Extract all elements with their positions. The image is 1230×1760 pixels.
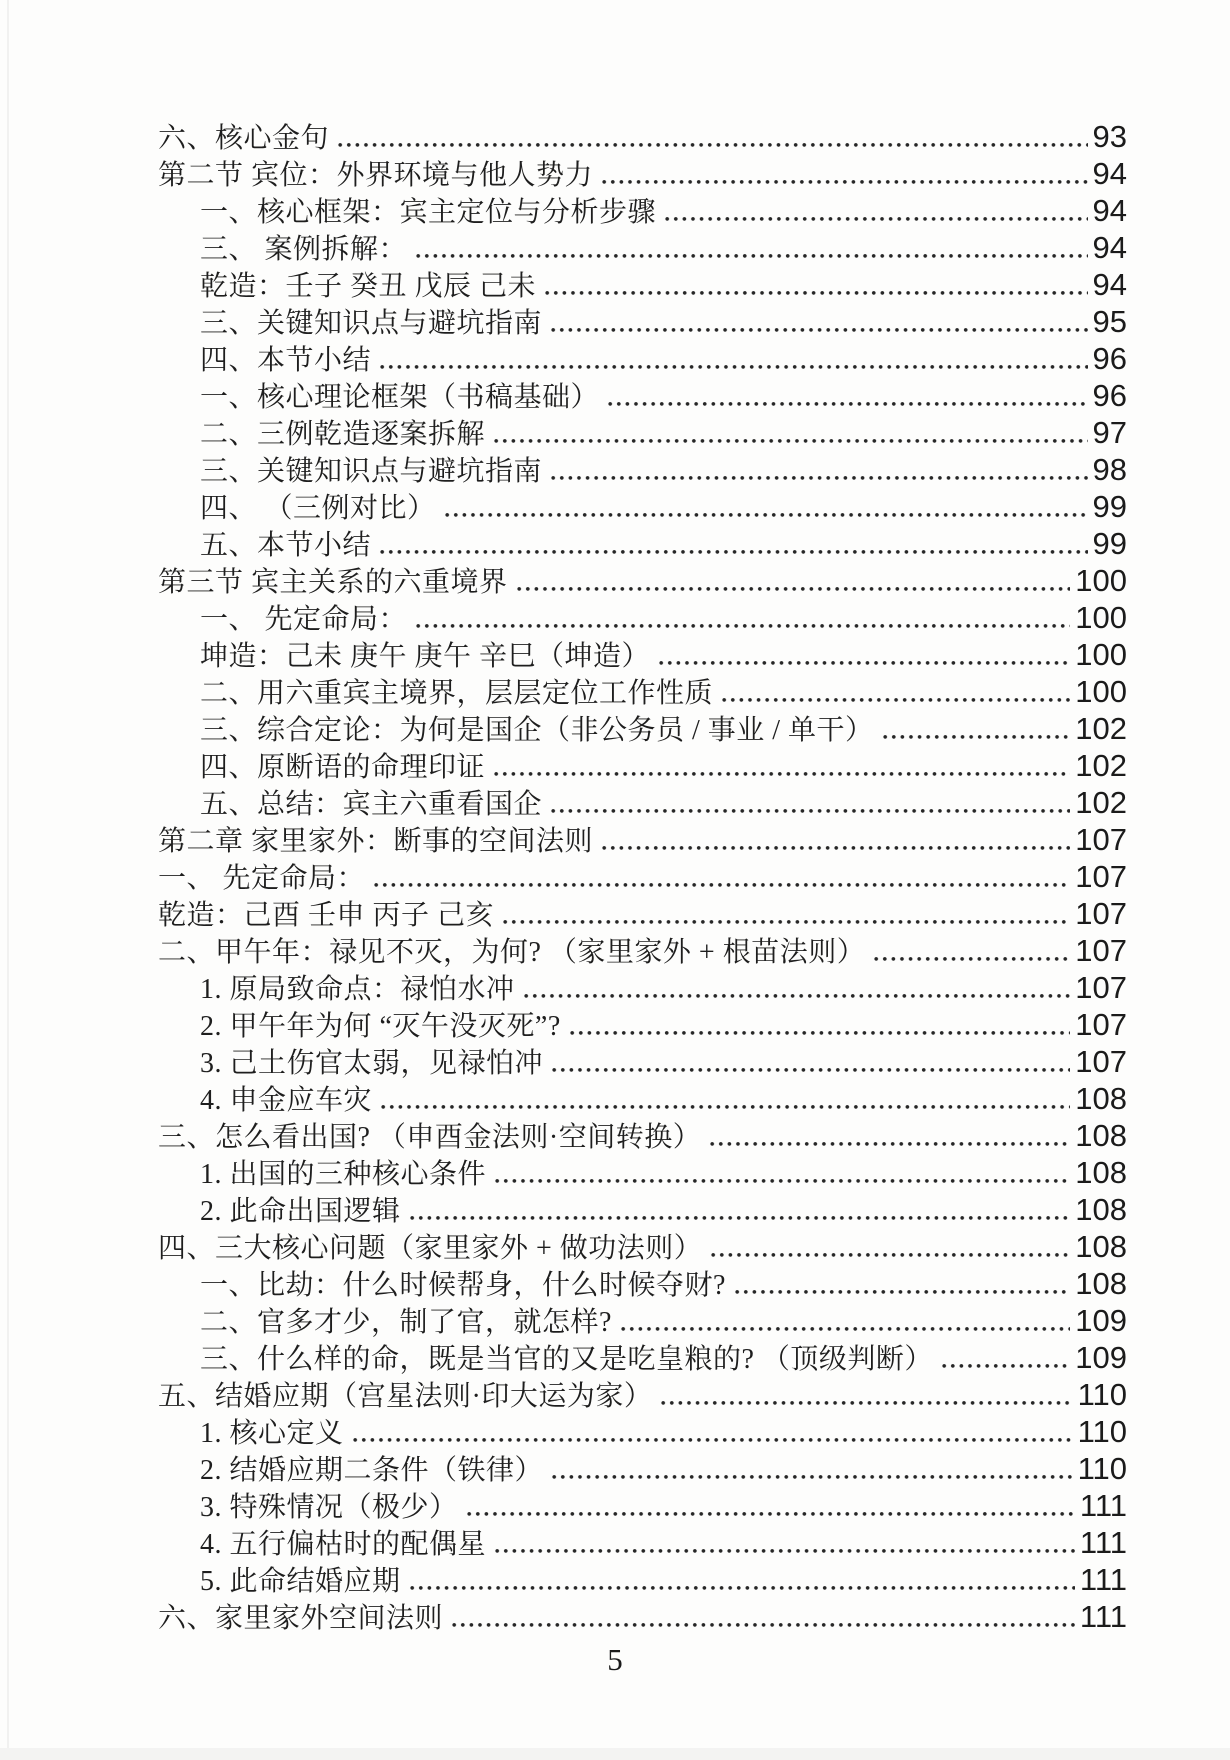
- toc-entry: [158, 1524, 1127, 1561]
- dot-leader: [551, 808, 1070, 814]
- dot-leader: [416, 623, 1070, 629]
- toc-entry: [158, 525, 1127, 562]
- scan-edge-artifact-bottom: [0, 1748, 1230, 1760]
- toc-entry-page: 94: [1092, 156, 1127, 191]
- toc-entry: [158, 821, 1127, 858]
- dot-leader: [380, 549, 1088, 555]
- toc-entry: [158, 1302, 1127, 1339]
- toc-entry-page: 102: [1075, 748, 1127, 783]
- toc-entry: [158, 599, 1127, 636]
- toc-entry-title: 三、综合定论：为何是国企（非公务员 / 事业 / 单干）: [200, 715, 874, 746]
- toc-entry-page: 100: [1075, 674, 1127, 709]
- toc-entry: [158, 1561, 1127, 1598]
- toc-entry: [158, 636, 1127, 673]
- toc-entry: [158, 858, 1127, 895]
- toc-entry-title: 4. 申金应车灾: [200, 1085, 373, 1116]
- toc-entry-page: 94: [1092, 193, 1127, 228]
- dot-leader: [570, 1030, 1070, 1036]
- dot-leader: [602, 179, 1088, 185]
- toc-entry-page: 108: [1075, 1266, 1127, 1301]
- toc-entry: [158, 562, 1127, 599]
- dot-leader: [661, 1400, 1072, 1406]
- toc-entry: [158, 340, 1127, 377]
- dot-leader: [410, 1215, 1071, 1221]
- toc-entry-page: 110: [1077, 1451, 1127, 1486]
- dot-leader: [711, 1252, 1070, 1258]
- toc-entry-page: 107: [1075, 1044, 1127, 1079]
- toc-entry: [158, 673, 1127, 710]
- toc-entry: [158, 1080, 1127, 1117]
- dot-leader: [883, 734, 1071, 740]
- dot-leader: [495, 1178, 1070, 1184]
- toc-entry-title: 第三节 宾主关系的六重境界: [158, 567, 508, 598]
- scan-edge-artifact-left: [7, 0, 9, 1760]
- toc-entry-page: 100: [1075, 563, 1127, 598]
- toc-entry-page: 109: [1075, 1303, 1127, 1338]
- toc-entry-title: 一、 先定命局：: [200, 604, 408, 635]
- toc-entry: [158, 1376, 1127, 1413]
- toc-entry: [158, 414, 1127, 451]
- dot-leader: [416, 253, 1088, 259]
- toc-entry: [158, 1598, 1127, 1635]
- toc-entry-title: 五、结婚应期（宫星法则·印大运为家）: [158, 1381, 653, 1412]
- toc-entry-title: 乾造：己酉 壬申 丙子 己亥: [158, 900, 495, 931]
- toc-entry: [158, 488, 1127, 525]
- dot-leader: [551, 475, 1088, 481]
- dot-leader: [380, 364, 1088, 370]
- toc-entry-title: 六、家里家外空间法则: [158, 1603, 444, 1634]
- toc-entry-page: 100: [1075, 637, 1127, 672]
- dot-leader: [503, 919, 1070, 925]
- toc-entry-title: 第二章 家里家外：断事的空间法则: [158, 826, 594, 857]
- toc-entry: [158, 1191, 1127, 1228]
- toc-entry: [158, 266, 1127, 303]
- toc-entry-page: 107: [1075, 933, 1127, 968]
- toc-entry: [158, 377, 1127, 414]
- dot-leader: [495, 1548, 1075, 1554]
- toc-entry-title: 3. 己土伤官太弱，见禄怕冲: [200, 1048, 544, 1079]
- toc-entry-page: 96: [1092, 341, 1127, 376]
- dot-leader: [551, 327, 1088, 333]
- toc-entry-title: 一、核心理论框架（书稿基础）: [200, 382, 600, 413]
- toc-entry-title: 二、三例乾造逐案拆解: [200, 419, 486, 450]
- dot-leader: [374, 882, 1070, 888]
- toc-entry: [158, 969, 1127, 1006]
- toc-entry-page: 107: [1075, 1007, 1127, 1042]
- toc-entry: [158, 1117, 1127, 1154]
- toc-entry-page: 102: [1075, 785, 1127, 820]
- toc-entry-page: 93: [1092, 119, 1127, 154]
- toc-entry-page: 97: [1092, 415, 1127, 450]
- toc-entry-page: 111: [1079, 1525, 1127, 1560]
- toc-entry-title: 一、比劫：什么时候帮身，什么时候夺财?: [200, 1270, 726, 1301]
- toc-entry-title: 一、 先定命局：: [158, 863, 366, 894]
- toc-entry-page: 94: [1092, 230, 1127, 265]
- toc-entry-title: 1. 原局致命点：禄怕水冲: [200, 974, 515, 1005]
- toc-entry-page: 94: [1092, 267, 1127, 302]
- toc-entry: [158, 1154, 1127, 1191]
- toc-entry-title: 2. 甲午年为何 “灭午没灭死”?: [200, 1011, 561, 1042]
- toc-entry-title: 三、关键知识点与避坑指南: [200, 308, 543, 339]
- toc-entry-title: 一、核心框架：宾主定位与分析步骤: [200, 197, 657, 228]
- toc-entry-page: 95: [1092, 304, 1127, 339]
- toc-entry: [158, 710, 1127, 747]
- dot-leader: [410, 1585, 1075, 1591]
- dot-leader: [659, 660, 1070, 666]
- toc-entry-title: 四、三大核心问题（家里家外 + 做功法则）: [158, 1233, 703, 1264]
- toc-entry: [158, 118, 1127, 155]
- toc-entry-title: 1. 核心定义: [200, 1418, 344, 1449]
- toc-entry-page: 107: [1075, 896, 1127, 931]
- toc-entry-page: 107: [1075, 859, 1127, 894]
- toc-entry-title: 四、本节小结: [200, 345, 372, 376]
- toc-entry: [158, 155, 1127, 192]
- dot-leader: [494, 438, 1088, 444]
- toc-entry-title: 坤造：己未 庚午 庚午 辛巳（坤造）: [200, 641, 651, 672]
- toc-entry: [158, 192, 1127, 229]
- toc-entry-page: 102: [1075, 711, 1127, 746]
- toc-entry-page: 108: [1075, 1081, 1127, 1116]
- dot-leader: [524, 993, 1071, 999]
- dot-leader: [452, 1622, 1075, 1628]
- toc-entry-page: 108: [1075, 1118, 1127, 1153]
- toc-entry-page: 107: [1075, 970, 1127, 1005]
- dot-leader: [735, 1289, 1070, 1295]
- toc-entry-title: 2. 此命出国逻辑: [200, 1196, 401, 1227]
- toc-entry-page: 108: [1075, 1155, 1127, 1190]
- toc-entry-title: 三、关键知识点与避坑指南: [200, 456, 543, 487]
- toc-entry: [158, 784, 1127, 821]
- dot-leader: [545, 290, 1088, 296]
- toc-entry-page: 111: [1079, 1562, 1127, 1597]
- toc-entry: [158, 1043, 1127, 1080]
- toc-entry-title: 三、怎么看出国? （申酉金法则·空间转换）: [158, 1122, 702, 1153]
- dot-leader: [445, 512, 1088, 518]
- toc-entry: [158, 895, 1127, 932]
- toc-entry-title: 二、官多才少，制了官，就怎样?: [200, 1307, 612, 1338]
- dot-leader: [467, 1511, 1075, 1517]
- dot-leader: [665, 216, 1088, 222]
- dot-leader: [722, 697, 1070, 703]
- toc-entry-title: 第二节 宾位：外界环境与他人势力: [158, 160, 594, 191]
- toc-entry-page: 108: [1075, 1192, 1127, 1227]
- toc-entry-title: 3. 特殊情况（极少）: [200, 1492, 458, 1523]
- toc-entry-title: 乾造：壬子 癸丑 戊辰 己未: [200, 271, 537, 302]
- dot-leader: [602, 845, 1070, 851]
- dot-leader: [710, 1141, 1070, 1147]
- toc-entry: [158, 1228, 1127, 1265]
- dot-leader: [494, 771, 1070, 777]
- toc-entry-page: 107: [1075, 822, 1127, 857]
- toc-entry-title: 六、核心金句: [158, 123, 330, 154]
- toc-entry: [158, 1413, 1127, 1450]
- toc-entry-page: 110: [1077, 1414, 1127, 1449]
- dot-leader: [353, 1437, 1073, 1443]
- toc-entry-title: 四、原断语的命理印证: [200, 752, 486, 783]
- toc-entry-title: 1. 出国的三种核心条件: [200, 1159, 487, 1190]
- dot-leader: [381, 1104, 1070, 1110]
- toc-entry: [158, 229, 1127, 266]
- toc-entry: [158, 1006, 1127, 1043]
- toc-entry: [158, 1339, 1127, 1376]
- dot-leader: [874, 956, 1070, 962]
- dot-leader: [552, 1067, 1070, 1073]
- toc-list: [158, 118, 1127, 1635]
- toc-entry: [158, 1265, 1127, 1302]
- toc-entry-title: 五、本节小结: [200, 530, 372, 561]
- toc-entry-title: 4. 五行偏枯时的配偶星: [200, 1529, 487, 1560]
- dot-leader: [621, 1326, 1070, 1332]
- toc-entry-title: 二、甲午年：禄见不灭，为何? （家里家外 + 根苗法则）: [158, 937, 866, 968]
- toc-entry-title: 二、用六重宾主境界，层层定位工作性质: [200, 678, 714, 709]
- toc-entry: [158, 1487, 1127, 1524]
- toc-entry-page: 110: [1077, 1377, 1127, 1412]
- toc-entry-title: 2. 结婚应期二条件（铁律）: [200, 1455, 544, 1486]
- toc-entry-page: 98: [1092, 452, 1127, 487]
- toc-entry: [158, 932, 1127, 969]
- toc-entry-title: 三、什么样的命，既是当官的又是吃皇粮的? （顶级判断）: [200, 1344, 933, 1375]
- toc-entry-title: 四、 （三例对比）: [200, 493, 436, 524]
- toc-entry-page: 99: [1092, 526, 1127, 561]
- toc-entry: [158, 747, 1127, 784]
- toc-entry-page: 111: [1079, 1488, 1127, 1523]
- dot-leader: [517, 586, 1071, 592]
- toc-entry-page: 109: [1075, 1340, 1127, 1375]
- dot-leader: [608, 401, 1088, 407]
- toc-entry: [158, 1450, 1127, 1487]
- toc-entry-page: 108: [1075, 1229, 1127, 1264]
- toc-entry-page: 99: [1092, 489, 1127, 524]
- dot-leader: [942, 1363, 1070, 1369]
- toc-entry: [158, 451, 1127, 488]
- toc-entry-title: 五、总结：宾主六重看国企: [200, 789, 543, 820]
- toc-entry-page: 100: [1075, 600, 1127, 635]
- footer-page-number: 5: [607, 1642, 623, 1677]
- dot-leader: [552, 1474, 1073, 1480]
- dot-leader: [338, 142, 1088, 148]
- toc-entry-page: 96: [1092, 378, 1127, 413]
- toc-entry: [158, 303, 1127, 340]
- toc-entry-title: 5. 此命结婚应期: [200, 1566, 401, 1597]
- toc-entry-title: 三、 案例拆解：: [200, 234, 408, 265]
- toc-entry-page: 111: [1079, 1599, 1127, 1634]
